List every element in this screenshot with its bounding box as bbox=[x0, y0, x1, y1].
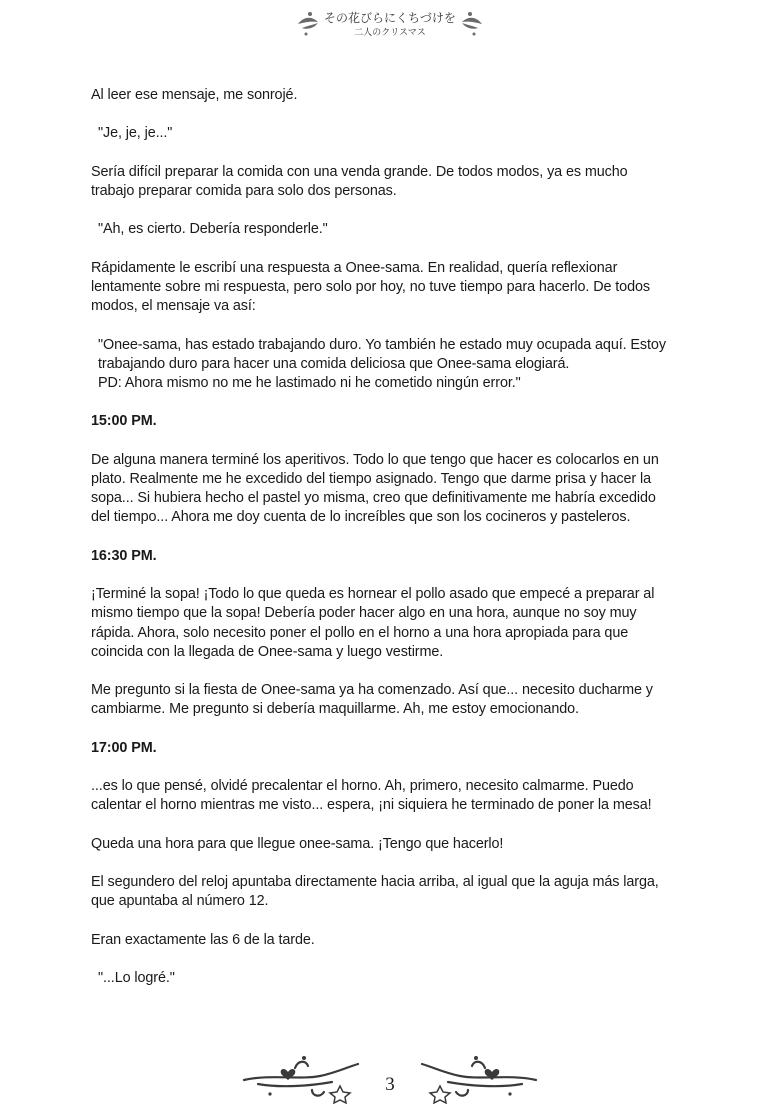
narrative-paragraph bbox=[91, 585, 701, 662]
text-line: "Onee-sama, has estado trabajando duro. Yo también he estado muy ocupada aquí. Estoy bbox=[98, 336, 666, 353]
text-line: 15:00 PM. bbox=[91, 413, 157, 430]
narrative-paragraph bbox=[91, 777, 701, 815]
right-swirl-ornament-icon bbox=[422, 1062, 536, 1096]
time-heading bbox=[91, 739, 701, 758]
left-swirl-ornament-icon bbox=[244, 1062, 358, 1096]
page-body bbox=[91, 86, 701, 1007]
narrative-paragraph bbox=[91, 86, 701, 105]
narrative-paragraph bbox=[91, 873, 701, 911]
text-line: calentar el horno mientras me visto... espera, ¡ni siquiera he terminado de poner la mesa! bbox=[91, 797, 652, 814]
page-number: 3 bbox=[385, 1074, 395, 1095]
time-heading bbox=[91, 412, 701, 431]
text-line: PD: Ahora mismo no me he lastimado ni he cometido ningún error." bbox=[98, 374, 521, 391]
text-line: ...es lo que pensé, olvidé precalentar el horno. Ah, primero, necesito calmarme. Puedo bbox=[91, 778, 634, 795]
text-line: Queda una hora para que llegue onee-sama. ¡Tengo que hacerlo! bbox=[91, 835, 504, 852]
text-line: De alguna manera terminé los aperitivos. Todo lo que tengo que hacer es colocarlos en un bbox=[91, 451, 659, 468]
text-line: trabajando duro para hacer una comida deliciosa que Onee-sama elogiará. bbox=[98, 355, 570, 372]
left-leaf-icon bbox=[298, 12, 318, 36]
text-line: plato. Realmente me he excedido del tiempo asignado. Tengo que darme prisa y hacer la bbox=[91, 470, 652, 487]
text-line: Eran exactamente las 6 de la tarde. bbox=[91, 931, 315, 948]
text-line: "...Lo logré." bbox=[98, 970, 175, 987]
header-title-line1: その花びらにくちづけを bbox=[324, 11, 456, 25]
right-leaf-icon bbox=[462, 12, 482, 36]
footer-ornament bbox=[240, 1050, 540, 1104]
page-footer bbox=[0, 1050, 780, 1104]
text-line: El segundero del reloj apuntaba directamente hacia arriba, al igual que la aguja más larga, bbox=[91, 874, 659, 891]
narrative-paragraph bbox=[91, 163, 701, 201]
text-line: modos, el mensaje va así: bbox=[91, 298, 256, 315]
page-header bbox=[0, 6, 780, 40]
header-ornament bbox=[290, 6, 490, 40]
text-line: Sería difícil preparar la comida con una venda grande. De todos modos, ya es mucho bbox=[91, 163, 628, 180]
left-dot-icon bbox=[302, 1056, 306, 1060]
dialogue-paragraph bbox=[91, 124, 701, 143]
narrative-paragraph bbox=[91, 451, 701, 528]
text-line: "Je, je, je..." bbox=[98, 125, 173, 142]
text-line: Rápidamente le escribí una respuesta a Onee-sama. En realidad, quería reflexionar bbox=[91, 259, 618, 276]
text-line: mismo tiempo que la sopa! Debería poder hacer algo en una hora, aunque no soy muy bbox=[91, 605, 637, 622]
text-line: "Ah, es cierto. Debería responderle." bbox=[98, 221, 328, 238]
dialogue-paragraph bbox=[91, 220, 701, 239]
right-small-dot-icon bbox=[508, 1092, 511, 1095]
right-star-icon bbox=[430, 1086, 450, 1103]
right-dot-icon bbox=[474, 1056, 478, 1060]
narrative-paragraph bbox=[91, 931, 701, 950]
text-line: 17:00 PM. bbox=[91, 739, 157, 756]
dialogue-paragraph bbox=[91, 336, 701, 394]
text-line: lentamente sobre mi respuesta, pero solo por hoy, no tuve tiempo para hacerlo. De todos bbox=[91, 278, 650, 295]
text-line: del tiempo... Ahora me doy cuenta de lo increíbles que son los cocineros y pasteleros. bbox=[91, 509, 631, 526]
text-line: rápida. Ahora, solo necesito poner el pollo en el horno a una hora apropiada para que bbox=[91, 624, 629, 641]
header-title-line2: 二人のクリスマス bbox=[354, 28, 426, 38]
time-heading bbox=[91, 547, 701, 566]
text-line: cambiarme. Me pregunto si debería maquillarme. Ah, me estoy emocionando. bbox=[91, 701, 579, 718]
text-line: ¡Terminé la sopa! ¡Todo lo que queda es hornear el pollo asado que empecé a preparar al bbox=[91, 586, 655, 603]
text-line: Me pregunto si la fiesta de Onee-sama ya ha comenzado. Así que... necesito ducharme y bbox=[91, 682, 653, 699]
left-small-dot-icon bbox=[268, 1092, 271, 1095]
text-line: coincida con la llegada de Onee-sama y luego vestirme. bbox=[91, 643, 444, 660]
narrative-paragraph bbox=[91, 259, 701, 317]
left-star-icon bbox=[330, 1086, 350, 1103]
text-line: trabajo preparar comida para solo dos personas. bbox=[91, 182, 397, 199]
text-line: 16:30 PM. bbox=[91, 547, 157, 564]
text-line: que apuntaba al número 12. bbox=[91, 893, 269, 910]
text-line: Al leer ese mensaje, me sonrojé. bbox=[91, 87, 298, 103]
narrative-paragraph bbox=[91, 681, 701, 719]
text-line: sopa... Si hubiera hecho el pastel yo misma, creo que definitivamente me habría excedido bbox=[91, 490, 656, 507]
dialogue-paragraph bbox=[91, 969, 701, 988]
narrative-paragraph bbox=[91, 835, 701, 854]
